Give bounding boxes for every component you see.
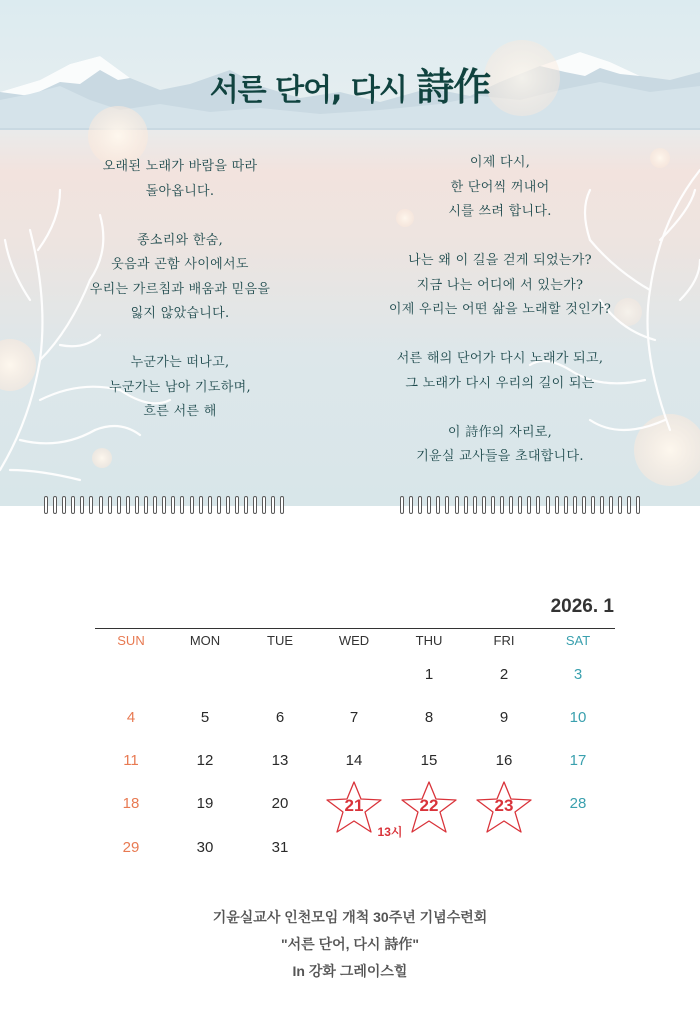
day-number: 23 <box>494 796 514 815</box>
day-cell: 13 <box>271 752 289 769</box>
highlighted-day <box>474 778 534 838</box>
spiral-ring <box>518 496 522 514</box>
spiral-ring <box>44 496 48 514</box>
spiral-ring <box>591 496 595 514</box>
day-cell: 9 <box>499 709 509 726</box>
day-cell: 1 <box>424 666 434 683</box>
spiral-ring <box>473 496 477 514</box>
weekday-sat: SAT <box>565 633 591 648</box>
spiral-ring <box>500 496 504 514</box>
footer-location: In 강화 그레이스힐 <box>292 963 408 979</box>
spiral-ring <box>135 496 139 514</box>
day-cell: 31 <box>271 839 289 856</box>
weekday-thu: THU <box>415 633 443 648</box>
spiral-ring <box>208 496 212 514</box>
title-text: 서른 단어, 다시 <box>209 73 417 108</box>
spiral-ring <box>427 496 431 514</box>
day-cell: 7 <box>349 709 359 726</box>
weekday-sun: SUN <box>117 633 145 648</box>
spiral-ring <box>144 496 148 514</box>
spiral-ring <box>555 496 559 514</box>
page-title <box>0 56 700 111</box>
day-cell: 20 <box>271 795 289 812</box>
spiral-ring <box>190 496 194 514</box>
spiral-ring <box>180 496 184 514</box>
spiral-ring <box>627 496 631 514</box>
day-cell: 4 <box>126 709 136 726</box>
spiral-ring <box>600 496 604 514</box>
spiral-ring <box>62 496 66 514</box>
spiral-ring <box>117 496 121 514</box>
day-cell: 30 <box>196 839 214 856</box>
spiral-ring <box>271 496 275 514</box>
spiral-ring <box>509 496 513 514</box>
spiral-binding-left <box>44 496 284 516</box>
calendar-divider <box>95 628 615 629</box>
weekday-fri: FRI <box>493 633 515 648</box>
spiral-ring <box>636 496 640 514</box>
spiral-ring <box>436 496 440 514</box>
spiral-ring <box>253 496 257 514</box>
spiral-ring <box>582 496 586 514</box>
spiral-ring <box>53 496 57 514</box>
day-cell: 5 <box>200 709 210 726</box>
spiral-ring <box>80 496 84 514</box>
day-cell: 12 <box>196 752 214 769</box>
day-cell: 10 <box>569 709 587 726</box>
day-cell: 15 <box>420 752 438 769</box>
day-cell: 14 <box>345 752 363 769</box>
spiral-ring <box>262 496 266 514</box>
weekday-tue: TUE <box>267 633 293 648</box>
spiral-ring <box>418 496 422 514</box>
day-cell: 28 <box>569 795 587 812</box>
footer-theme: "서른 단어, 다시 詩作" <box>281 936 419 952</box>
spiral-ring <box>199 496 203 514</box>
highlight-time-note: 13시 <box>377 825 403 839</box>
spiral-ring <box>536 496 540 514</box>
day-cell: 19 <box>196 795 214 812</box>
spiral-ring <box>171 496 175 514</box>
spiral-ring <box>71 496 75 514</box>
spiral-ring <box>482 496 486 514</box>
day-cell: 16 <box>495 752 513 769</box>
spiral-ring <box>244 496 248 514</box>
day-cell: 29 <box>122 839 140 856</box>
spiral-ring <box>99 496 103 514</box>
spiral-ring <box>217 496 221 514</box>
day-number: 21 <box>344 796 364 815</box>
spiral-ring <box>455 496 459 514</box>
spiral-ring <box>409 496 413 514</box>
spiral-ring <box>400 496 404 514</box>
month-label: 2026. 1 <box>550 596 614 617</box>
spiral-ring <box>546 496 550 514</box>
spiral-ring <box>235 496 239 514</box>
spiral-binding-right <box>400 496 640 516</box>
spiral-ring <box>153 496 157 514</box>
day-cell: 8 <box>424 709 434 726</box>
spiral-ring <box>162 496 166 514</box>
spiral-ring <box>618 496 622 514</box>
spiral-ring <box>491 496 495 514</box>
title-hanja: 詩作 <box>416 64 491 109</box>
day-cell: 17 <box>569 752 587 769</box>
header-illustration <box>0 0 700 506</box>
spiral-ring <box>464 496 468 514</box>
spiral-ring <box>609 496 613 514</box>
footer-event-title: 기윤실교사 인천모임 개척 30주년 기념수련회 <box>212 909 488 925</box>
day-number: 22 <box>419 796 439 815</box>
poem-left-column: 오래된 노래가 바람을 따라 돌아옵니다. 종소리와 한숨, 웃음과 곤함 사이에서도 우리는 가르침과 배움과 믿음을 잃지 않았습니다. 누군가는 떠나고, 누군가는 남아 기도하며, 흐른 서른 해 <box>89 159 271 419</box>
weekday-mon: MON <box>189 633 221 648</box>
spiral-ring <box>108 496 112 514</box>
day-cell: 18 <box>122 795 140 812</box>
spiral-ring <box>445 496 449 514</box>
spiral-ring <box>126 496 130 514</box>
spiral-ring <box>573 496 577 514</box>
day-cell: 6 <box>275 709 285 726</box>
poem-right-column: 이제 다시, 한 단어씩 꺼내어 시를 쓰려 합니다. 나는 왜 이 길을 걷게 되었는가? 지금 나는 어디에 서 있는가? 이제 우리는 어떤 삶을 노래할 것인가? 서른 해의 단어가 다시 노래가 되고, 그 노래가 다시 우리의 길이 되는 이 詩作의 자리로, 기윤실 교사들을 초대합니다. <box>388 155 612 464</box>
day-cell: 2 <box>499 666 509 683</box>
spiral-ring <box>226 496 230 514</box>
day-cell: 11 <box>123 752 139 769</box>
spiral-ring <box>280 496 284 514</box>
weekday-wed: WED <box>338 633 370 648</box>
day-cell: 3 <box>573 666 583 683</box>
spiral-ring <box>564 496 568 514</box>
spiral-ring <box>89 496 93 514</box>
spiral-ring <box>527 496 531 514</box>
